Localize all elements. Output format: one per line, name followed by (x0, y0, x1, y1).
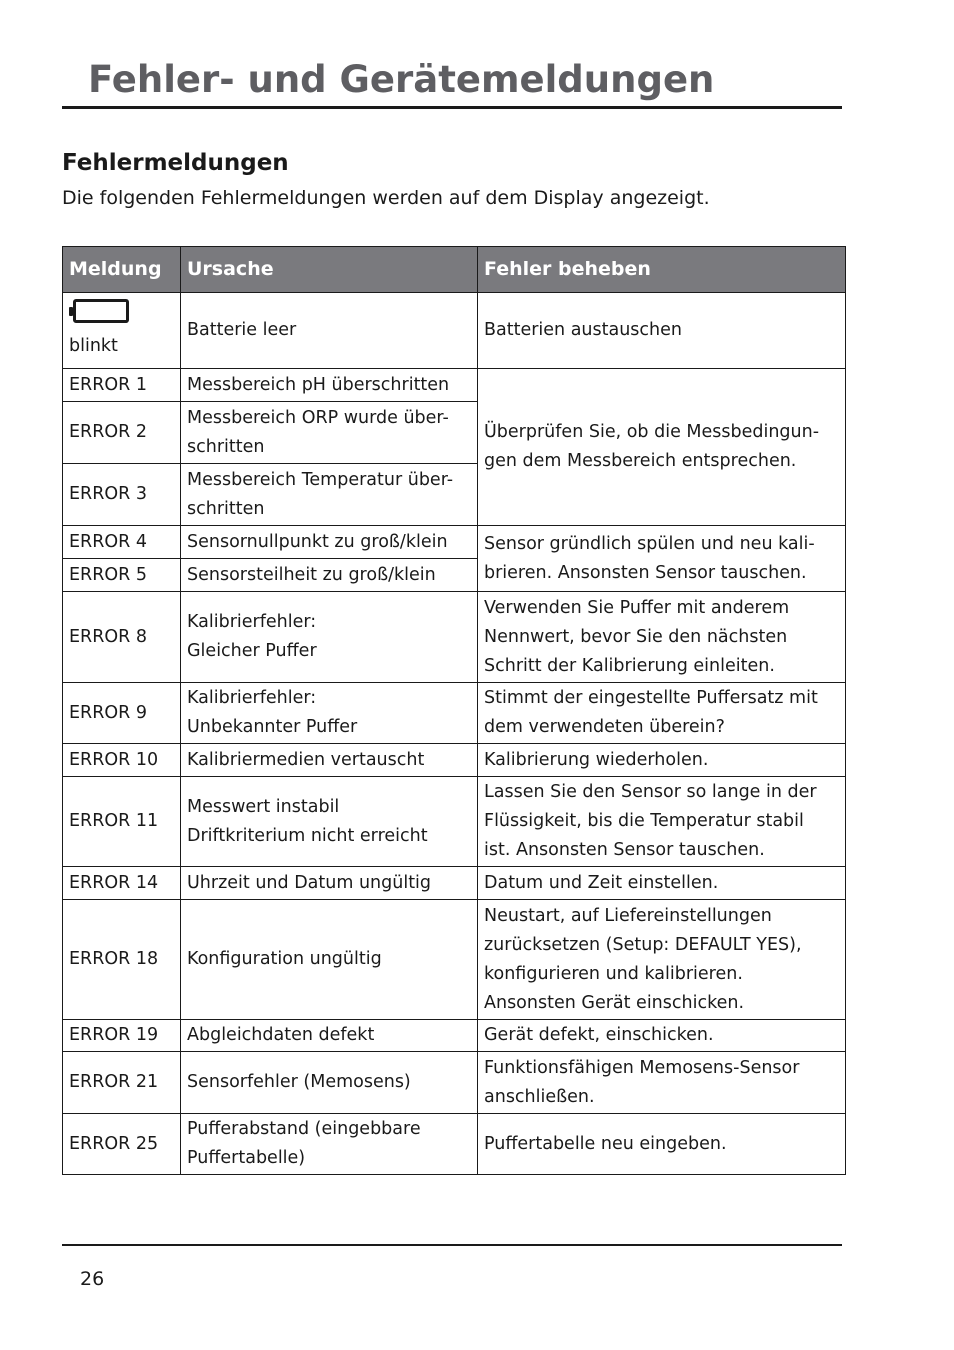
cell-meldung: ERROR 25 (63, 1114, 181, 1175)
table-row (63, 1020, 846, 1052)
cell-beheben: Lassen Sie den Sensor so lange in der Flüssigkeit, bis die Temperatur stabil ist. Ansonsten Sensor tauschen. (478, 777, 846, 867)
table-row (63, 369, 846, 402)
cell-meldung: ERROR 21 (63, 1052, 181, 1114)
cell-beheben-error-4-5: Sensor gründlich spülen und neu kali- brieren. Ansonsten Sensor tauschen. (478, 526, 846, 592)
cell-meldung: ERROR 19 (63, 1020, 181, 1052)
cell-ursache: Konfiguration ungültig (181, 900, 478, 1020)
title-divider (62, 106, 842, 109)
cell-meldung: ERROR 2 (63, 402, 181, 464)
cell-beheben: Verwenden Sie Puffer mit anderem Nennwert, bevor Sie den nächsten Schritt der Kalibrierung einleiten. (478, 592, 846, 683)
page-number: 26 (80, 1268, 105, 1290)
cell-beheben: Neustart, auf Liefereinstellungen zurücksetzen (Setup: DEFAULT YES), konfigurieren und kalibrieren. Ansonsten Gerät einschicken. (478, 900, 846, 1020)
cell-ursache: Pufferabstand (eingebbare Puffertabelle) (181, 1114, 478, 1175)
cell-meldung: ERROR 1 (63, 369, 181, 402)
section-heading: Fehlermeldungen (62, 150, 289, 176)
table-row (63, 777, 846, 867)
table-row (63, 526, 846, 559)
table-row (63, 592, 846, 683)
table-row (63, 1114, 846, 1175)
cell-meldung: ERROR 9 (63, 683, 181, 744)
table-row (63, 867, 846, 900)
cell-ursache: Messbereich pH überschritten (181, 369, 478, 402)
table-row (63, 744, 846, 777)
cell-beheben: Batterien austauschen (478, 293, 846, 369)
intro-text: Die folgenden Fehlermeldungen werden auf dem Display angezeigt. (62, 187, 710, 209)
header-fehler-beheben: Fehler beheben (478, 247, 846, 293)
cell-beheben: Kalibrierung wiederholen. (478, 744, 846, 777)
cell-ursache: Messwert instabil Driftkriterium nicht erreicht (181, 777, 478, 867)
cell-ursache: Kalibriermedien vertauscht (181, 744, 478, 777)
cell-meldung: ERROR 18 (63, 900, 181, 1020)
cell-meldung: ERROR 10 (63, 744, 181, 777)
cell-meldung: ERROR 3 (63, 464, 181, 526)
cell-meldung: ERROR 5 (63, 559, 181, 592)
cell-ursache: Sensorfehler (Memosens) (181, 1052, 478, 1114)
cell-beheben-error-1-3: Überprüfen Sie, ob die Messbedingun- gen dem Messbereich entsprechen. (478, 369, 846, 526)
cell-ursache: Batterie leer (181, 293, 478, 369)
cell-ursache: Messbereich ORP wurde über- schritten (181, 402, 478, 464)
cell-ursache: Sensorsteilheit zu groß/klein (181, 559, 478, 592)
table-header-row (63, 247, 846, 293)
table-row (63, 1052, 846, 1114)
cell-meldung: ERROR 4 (63, 526, 181, 559)
page-title: Fehler- und Gerätemeldungen (88, 58, 715, 101)
cell-beheben: Datum und Zeit einstellen. (478, 867, 846, 900)
footer-divider (62, 1244, 842, 1246)
blink-caption: blinkt (69, 336, 118, 356)
cell-beheben: Funktionsfähigen Memosens-Sensor anschließen. (478, 1052, 846, 1114)
error-table (62, 246, 846, 1175)
header-ursache: Ursache (181, 247, 478, 293)
cell-ursache: Messbereich Temperatur über- schritten (181, 464, 478, 526)
cell-ursache: Kalibrierfehler: Gleicher Puffer (181, 592, 478, 683)
table-row-battery (63, 293, 846, 369)
battery-empty-icon (73, 299, 129, 323)
header-meldung: Meldung (63, 247, 181, 293)
table-row (63, 683, 846, 744)
cell-beheben: Gerät defekt, einschicken. (478, 1020, 846, 1052)
cell-ursache: Abgleichdaten defekt (181, 1020, 478, 1052)
cell-ursache: Kalibrierfehler: Unbekannter Puffer (181, 683, 478, 744)
cell-meldung: ERROR 8 (63, 592, 181, 683)
cell-meldung: ERROR 11 (63, 777, 181, 867)
cell-ursache: Sensornullpunkt zu groß/klein (181, 526, 478, 559)
cell-meldung (63, 293, 181, 369)
cell-beheben: Stimmt der eingestellte Puffersatz mit dem verwendeten überein? (478, 683, 846, 744)
cell-beheben: Puffertabelle neu eingeben. (478, 1114, 846, 1175)
cell-ursache: Uhrzeit und Datum ungültig (181, 867, 478, 900)
cell-meldung: ERROR 14 (63, 867, 181, 900)
table-row (63, 900, 846, 1020)
